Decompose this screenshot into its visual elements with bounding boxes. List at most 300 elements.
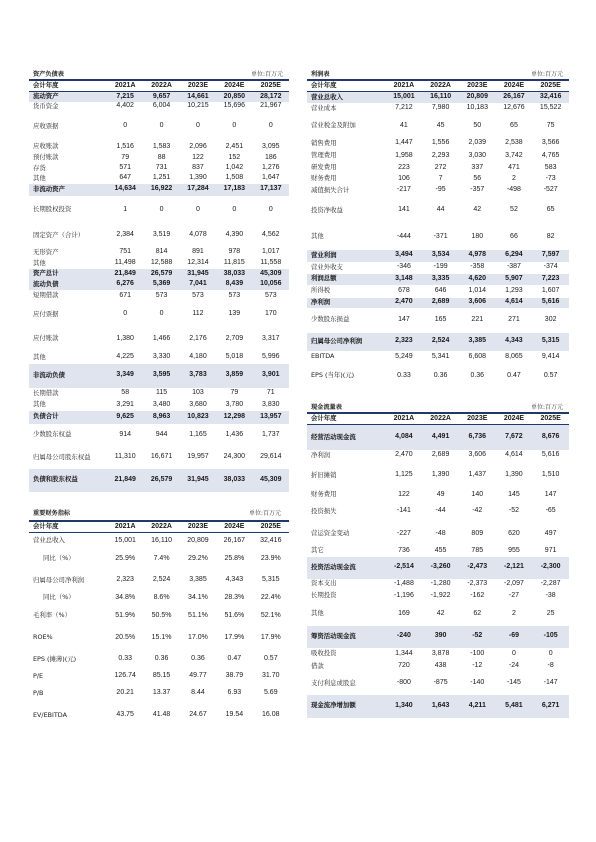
- row-label: 其他: [33, 173, 46, 182]
- row-label: 固定资产（合计）: [33, 230, 85, 239]
- cell-value: -162: [470, 591, 485, 599]
- cell-value: 3,385: [459, 333, 496, 351]
- table-row: [29, 570, 289, 592]
- table-row: [29, 225, 289, 247]
- cell-value: 17,284: [180, 184, 216, 196]
- cell-value: 8.44: [191, 689, 205, 697]
- row-label: 少数股东权益: [33, 430, 72, 439]
- table-row: [307, 163, 569, 174]
- cell-value: 0: [123, 310, 128, 318]
- cell-value: 7,215: [107, 92, 143, 102]
- row-label: 研发费用: [311, 163, 337, 172]
- cell-value: 3,030: [468, 151, 487, 159]
- cell-value: 6,271: [532, 695, 569, 718]
- row-label: 财务费用: [311, 174, 337, 183]
- year-column-header: 2022A: [422, 81, 459, 92]
- cell-value: 785: [471, 546, 484, 554]
- table-row: [307, 490, 569, 501]
- table-row: [307, 557, 569, 579]
- cell-value: 0.47: [227, 655, 242, 663]
- cell-value: -140: [470, 679, 485, 687]
- cell-value: 2,524: [422, 333, 459, 351]
- table-row: [307, 626, 569, 648]
- row-label: 归属母公司净利润: [307, 333, 386, 351]
- cell-value: 122: [192, 153, 204, 161]
- cell-value: 955: [508, 546, 520, 554]
- cell-value: -527: [543, 186, 558, 194]
- cell-value: 7,597: [532, 250, 569, 262]
- cell-value: 8,676: [532, 425, 569, 450]
- cell-value: -44: [435, 507, 446, 515]
- table-row: [29, 549, 289, 570]
- cell-value: 272: [434, 163, 447, 171]
- cell-value: 3,595: [143, 364, 179, 388]
- cell-value: 24.67: [189, 711, 207, 719]
- fiscal-year-header: 会计年度: [29, 81, 107, 92]
- cell-value: 21,967: [260, 102, 282, 110]
- cell-value: -875: [433, 679, 448, 687]
- cell-value: 914: [119, 430, 132, 438]
- table-row: [29, 533, 289, 549]
- cell-value: 26,579: [143, 269, 179, 280]
- cell-value: -498: [506, 186, 521, 194]
- cell-value: 2,384: [116, 231, 134, 239]
- cell-value: 7,041: [180, 280, 216, 290]
- cell-value: -358: [470, 263, 485, 271]
- cell-value: -2,473: [459, 557, 496, 579]
- row-label: 营业成本: [311, 103, 337, 112]
- cell-value: 497: [544, 529, 557, 537]
- cell-value: 573: [155, 291, 168, 299]
- cell-value: 24,300: [223, 453, 246, 461]
- cell-value: 2,039: [468, 139, 487, 147]
- cell-value: 20.5%: [115, 633, 136, 641]
- row-label: 长期借款: [33, 388, 59, 397]
- cashflow-header-row: [307, 414, 569, 425]
- cell-value: 31,945: [180, 469, 216, 492]
- row-label: 所得税: [311, 286, 331, 295]
- balance-sheet-unit: 单位:百万元: [250, 71, 283, 78]
- table-row: [307, 92, 569, 103]
- cell-value: 10,823: [180, 411, 216, 424]
- year-column-header: 2021A: [386, 81, 423, 92]
- cell-value: 6,294: [496, 250, 533, 262]
- cell-value: 10,215: [187, 102, 209, 110]
- cell-value: 1,466: [152, 334, 171, 342]
- cell-value: 7: [438, 174, 443, 182]
- cell-value: 1,647: [262, 174, 280, 182]
- row-label: 流动资产: [29, 92, 107, 102]
- cell-value: 0.33: [397, 371, 411, 379]
- cell-value: 671: [119, 291, 132, 299]
- cell-value: 112: [192, 310, 204, 318]
- cell-value: 736: [398, 546, 410, 554]
- cell-value: 12,676: [503, 104, 525, 112]
- table-row: [307, 425, 569, 450]
- cell-value: 1,607: [541, 286, 560, 294]
- income-statement-unit: 单位:百万元: [530, 71, 563, 78]
- balance-sheet-title: 资产负债表: [33, 70, 64, 78]
- table-row: [307, 138, 569, 150]
- cell-value: 390: [422, 626, 459, 648]
- row-label: 筹资活动现金流: [307, 626, 386, 648]
- table-row: [29, 259, 289, 269]
- cell-value: 6,004: [152, 102, 171, 110]
- cell-value: -105: [532, 626, 569, 648]
- cell-value: 66: [510, 232, 518, 240]
- cell-value: 42: [436, 609, 445, 617]
- cell-value: 7,212: [395, 104, 413, 112]
- cell-value: 5,616: [532, 298, 569, 308]
- year-column-header: 2024E: [216, 522, 252, 533]
- cell-value: 9,657: [143, 92, 179, 102]
- cell-value: 2,293: [431, 151, 450, 159]
- row-label: 无形资产: [33, 247, 59, 256]
- cell-value: 1,508: [225, 174, 244, 182]
- cell-value: 2,470: [386, 298, 423, 308]
- row-label: 营业总收入: [33, 536, 65, 545]
- cell-value: 1,293: [505, 286, 523, 294]
- row-label: 借款: [311, 661, 324, 670]
- row-label: 长期股权投资: [33, 205, 72, 214]
- cell-value: 29.2%: [188, 554, 208, 562]
- income-header-row: [307, 81, 569, 92]
- table-row: [307, 603, 569, 626]
- cell-value: 7,672: [496, 425, 533, 450]
- cell-value: 0.33: [118, 655, 132, 663]
- row-label: 同比（%）: [43, 554, 75, 563]
- cell-value: 3,680: [189, 400, 207, 408]
- cell-value: 12,314: [187, 259, 209, 267]
- income-statement-title: 利润表: [311, 70, 330, 78]
- cell-value: 16,110: [151, 536, 173, 544]
- row-label: 少数股东损益: [311, 315, 350, 324]
- cell-value: 4,614: [496, 298, 533, 308]
- cell-value: -387: [506, 263, 521, 271]
- table-row: [307, 351, 569, 364]
- cell-value: -371: [433, 232, 448, 240]
- table-row: [307, 298, 569, 308]
- cell-value: 221: [471, 315, 484, 323]
- table-row: [29, 447, 289, 469]
- cell-value: 20.21: [116, 689, 134, 697]
- cell-value: 12,298: [216, 411, 252, 424]
- cell-value: -38: [545, 591, 556, 599]
- cell-value: 41.48: [152, 711, 171, 719]
- cell-value: 1,390: [431, 471, 450, 479]
- cell-value: 0: [123, 122, 128, 130]
- cell-value: -444: [396, 232, 411, 240]
- cell-value: 0.36: [433, 371, 448, 379]
- cell-value: 12,588: [150, 259, 173, 267]
- cell-value: -2,097: [504, 579, 524, 587]
- cell-value: 3,349: [107, 364, 143, 388]
- cell-value: 3,830: [262, 400, 280, 408]
- cell-value: 0: [232, 205, 237, 213]
- cell-value: -2,287: [540, 579, 561, 587]
- cell-value: 573: [228, 291, 241, 299]
- cell-value: 1,014: [468, 286, 487, 294]
- cell-value: 944: [155, 430, 168, 438]
- table-row: [29, 164, 289, 174]
- cell-value: 0.36: [191, 655, 205, 663]
- year-column-header: 2022A: [422, 414, 459, 425]
- cell-value: 3,534: [422, 250, 459, 262]
- cell-value: -48: [435, 529, 446, 537]
- table-row: [29, 102, 289, 112]
- cell-value: 62: [473, 609, 482, 617]
- cell-value: 2: [511, 174, 516, 182]
- cell-value: 223: [398, 163, 410, 171]
- year-column-header: 2021A: [107, 81, 143, 92]
- table-row: [307, 546, 569, 557]
- cell-value: -374: [543, 263, 558, 271]
- cell-value: 75: [546, 121, 555, 129]
- cash-flow-title: 现金流量表: [311, 403, 342, 411]
- cell-value: 52: [510, 206, 518, 214]
- cell-value: 31.70: [262, 672, 280, 680]
- cell-value: 20,809: [459, 92, 496, 103]
- cell-value: 106: [398, 174, 410, 182]
- cell-value: 5,341: [431, 352, 450, 360]
- cell-value: 21,849: [107, 469, 143, 492]
- row-label: 折旧摊销: [311, 470, 337, 479]
- cell-value: 3,330: [152, 353, 171, 361]
- cell-value: 471: [508, 163, 520, 171]
- row-label: 其他: [311, 232, 324, 241]
- cell-value: 1,556: [431, 139, 450, 147]
- cell-value: 5,907: [496, 274, 533, 285]
- row-label: 净利润: [311, 450, 331, 459]
- row-label: 流动负债: [29, 280, 107, 290]
- financial-ratios-title: 重要财务指标: [33, 509, 71, 517]
- cell-value: 19,957: [187, 453, 209, 461]
- year-column-header: 2023E: [459, 414, 496, 425]
- cell-value: 1,583: [152, 142, 171, 150]
- row-label: 非流动资产: [29, 184, 107, 196]
- cell-value: 23.9%: [260, 554, 281, 562]
- cell-value: 5,481: [496, 695, 533, 718]
- cell-value: 1,042: [225, 164, 244, 172]
- income-statement-title-bar: [307, 67, 569, 80]
- row-label: 其他: [311, 609, 324, 618]
- cell-value: 20,809: [187, 536, 209, 544]
- row-label: 其它: [311, 546, 324, 555]
- cell-value: 45,309: [253, 469, 289, 492]
- year-column-header: 2023E: [180, 522, 216, 533]
- cell-value: 32,416: [260, 536, 282, 544]
- cell-value: 45: [436, 121, 445, 129]
- cell-value: 751: [119, 248, 132, 256]
- cell-value: 21,849: [107, 269, 143, 280]
- cell-value: -8: [547, 662, 554, 670]
- cell-value: 0: [196, 205, 200, 213]
- cell-value: 1,510: [541, 471, 560, 479]
- row-label: EBITDA: [311, 352, 335, 361]
- table-row: [29, 142, 289, 153]
- cell-value: 1,344: [395, 649, 413, 657]
- cell-value: 44: [436, 206, 445, 214]
- cell-value: 26,167: [223, 536, 246, 544]
- cell-value: 28.3%: [224, 593, 245, 601]
- table-row: [307, 262, 569, 274]
- cell-value: 165: [434, 315, 447, 323]
- cell-value: 13,957: [253, 411, 289, 424]
- cell-value: 809: [471, 529, 484, 537]
- row-label: EV/EBITDA: [33, 710, 67, 719]
- cell-value: -346: [396, 263, 411, 271]
- cell-value: 4,562: [262, 231, 280, 239]
- table-row: [29, 112, 289, 142]
- cell-value: 38,033: [216, 269, 252, 280]
- table-row: [307, 450, 569, 462]
- cell-value: 10,183: [466, 104, 488, 112]
- cell-value: 4,614: [505, 451, 523, 459]
- financial-ratios-panel: [29, 497, 289, 727]
- cell-value: 3,780: [225, 400, 244, 408]
- row-label: 减值损失合计: [311, 185, 350, 194]
- cell-value: 65: [510, 121, 518, 129]
- row-label: 其他: [33, 258, 46, 267]
- row-label: 短期借款: [33, 291, 59, 300]
- cell-value: 1,276: [262, 164, 280, 172]
- cell-value: 0: [159, 310, 164, 318]
- row-label: 资产总计: [29, 269, 107, 280]
- cell-value: 10,056: [253, 280, 289, 290]
- cell-value: -52: [508, 507, 519, 515]
- table-row: [29, 469, 289, 492]
- cell-value: 6.93: [227, 689, 242, 697]
- cell-value: 139: [228, 310, 241, 318]
- cell-value: 6,276: [107, 280, 143, 290]
- cell-value: 29,614: [260, 453, 282, 461]
- cell-value: 4,343: [225, 576, 244, 584]
- cell-value: -24: [508, 662, 519, 670]
- table-row: [307, 225, 569, 250]
- row-label: 应付票据: [33, 309, 59, 318]
- cell-value: 2: [511, 609, 516, 617]
- cell-value: 837: [192, 164, 204, 172]
- cell-value: -227: [396, 529, 411, 537]
- cell-value: 8,065: [505, 352, 523, 360]
- row-label: EPS (当年)(元): [311, 371, 355, 380]
- table-row: [29, 671, 289, 683]
- cell-value: 145: [508, 490, 520, 498]
- balance-sheet-panel: [29, 67, 289, 492]
- cell-value: 152: [228, 153, 241, 161]
- cell-value: 2,323: [116, 576, 134, 584]
- cell-value: 49.77: [189, 672, 207, 680]
- cell-value: 34.8%: [115, 593, 136, 601]
- cell-value: 11,815: [223, 259, 245, 267]
- cell-value: 2,323: [386, 333, 423, 351]
- cell-value: 11,310: [114, 453, 136, 461]
- cell-value: 19.54: [225, 711, 244, 719]
- cell-value: 0.57: [543, 371, 558, 379]
- cell-value: 731: [155, 164, 168, 172]
- table-row: [29, 388, 289, 400]
- cell-value: 271: [508, 315, 520, 323]
- cell-value: 186: [264, 153, 277, 161]
- cell-value: 1,437: [468, 471, 487, 479]
- cell-value: 1,017: [262, 248, 280, 256]
- cell-value: -2,514: [386, 557, 423, 579]
- year-column-header: 2022A: [143, 81, 179, 92]
- cell-value: -2,373: [467, 579, 488, 587]
- cell-value: 1,251: [152, 174, 171, 182]
- cell-value: 2,096: [189, 142, 207, 150]
- year-column-header: 2023E: [180, 81, 216, 92]
- cell-value: -95: [435, 186, 446, 194]
- cell-value: -1,922: [430, 591, 451, 599]
- table-row: [307, 661, 569, 673]
- cell-value: 3,606: [468, 451, 487, 459]
- table-row: [29, 605, 289, 628]
- cell-value: 0.36: [470, 371, 485, 379]
- table-row: [29, 184, 289, 196]
- cell-value: 14,661: [180, 92, 216, 102]
- cell-value: 32,416: [532, 92, 569, 103]
- cell-value: 15,522: [539, 104, 562, 112]
- year-column-header: 2023E: [459, 81, 496, 92]
- table-row: [307, 695, 569, 718]
- cell-value: -1,280: [430, 579, 451, 587]
- cell-value: 573: [192, 291, 204, 299]
- cell-value: 720: [398, 662, 410, 670]
- cell-value: 17.9%: [260, 633, 281, 641]
- cell-value: 5,996: [262, 353, 280, 361]
- table-row: [29, 303, 289, 327]
- cell-value: 0.47: [507, 371, 521, 379]
- row-label: 资本支出: [311, 579, 337, 588]
- row-label: 投资损失: [311, 506, 337, 515]
- cell-value: 0: [159, 122, 164, 130]
- cell-value: 79: [121, 153, 130, 161]
- table-row: [307, 115, 569, 138]
- cell-value: 16,922: [143, 184, 179, 196]
- fiscal-year-header: 会计年度: [307, 414, 386, 425]
- cell-value: 3,859: [216, 364, 252, 388]
- cell-value: 79: [230, 389, 239, 397]
- table-row: [29, 92, 289, 102]
- year-column-header: 2022A: [143, 522, 179, 533]
- cell-value: 891: [192, 248, 204, 256]
- cell-value: 646: [434, 286, 447, 294]
- row-label: P/E: [33, 671, 44, 680]
- cell-value: 8.6%: [153, 593, 170, 601]
- cell-value: 34.1%: [188, 593, 208, 601]
- cell-value: 5.69: [263, 689, 278, 697]
- cell-value: 0: [196, 122, 200, 130]
- cell-value: 122: [398, 490, 410, 498]
- cell-value: 88: [157, 153, 166, 161]
- table-row: [29, 290, 289, 303]
- cell-value: 1: [123, 205, 128, 213]
- cell-value: -65: [545, 507, 556, 515]
- cell-value: 3,901: [253, 364, 289, 388]
- cell-value: 45,309: [253, 269, 289, 280]
- cell-value: 50: [473, 121, 482, 129]
- cell-value: -52: [459, 626, 496, 648]
- cell-value: 7,980: [431, 104, 450, 112]
- cell-value: 0: [268, 205, 273, 213]
- cell-value: 5,018: [225, 353, 244, 361]
- cell-value: 17,137: [253, 184, 289, 196]
- financial-ratios-table: [29, 521, 289, 727]
- cell-value: 71: [266, 389, 275, 397]
- year-column-header: 2024E: [496, 414, 533, 425]
- cell-value: 7,223: [532, 274, 569, 285]
